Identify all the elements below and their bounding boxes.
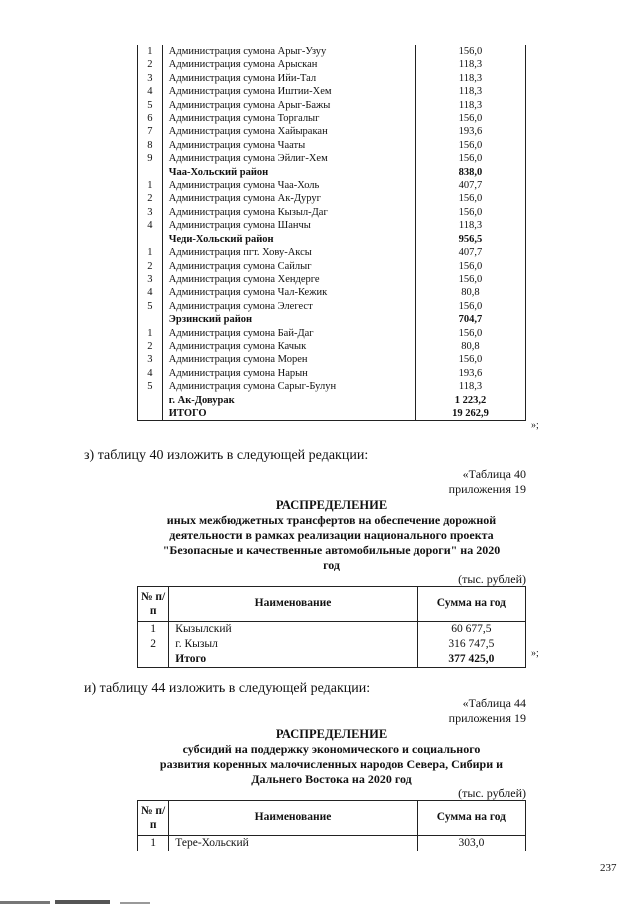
cell-sum: 316 747,5	[417, 637, 525, 652]
cell-sum: 156,0	[415, 260, 525, 273]
paragraph-z: з) таблицу 40 изложить в следующей редакции:	[84, 448, 369, 463]
cell-name: Администрация сумона Нарын	[162, 367, 415, 380]
table-44	[137, 800, 526, 851]
cell-name: Администрация сумона Сайлыг	[162, 260, 415, 273]
table-row	[138, 192, 526, 205]
cell-sum: 118,3	[415, 99, 525, 112]
cell-sum: 193,6	[415, 367, 525, 380]
cell-num: 1	[138, 622, 169, 638]
cell-sum: 407,7	[415, 179, 525, 192]
cell-sum: 156,0	[415, 327, 525, 340]
cell-name: Кызылский	[169, 622, 417, 638]
table-row	[138, 179, 526, 192]
unit-label: (тыс. рублей)	[458, 786, 526, 800]
cell-name: Итого	[169, 652, 417, 668]
cell-num: 1	[138, 836, 169, 852]
cell-sum: 156,0	[415, 112, 525, 125]
distribution-table-continued	[137, 45, 526, 421]
cell-sum: 19 262,9	[415, 407, 525, 421]
cell-sum: 156,0	[415, 45, 525, 58]
heading-subtitle-line: развития коренных малочисленных народов Севера, Сибири и	[159, 757, 504, 771]
cell-num	[138, 407, 163, 421]
cell-num: 5	[138, 380, 163, 393]
cell-num: 2	[138, 58, 163, 71]
table-row	[138, 152, 526, 165]
table-row	[138, 45, 526, 58]
table-row	[138, 72, 526, 85]
heading-subtitle-line: год	[323, 558, 340, 572]
table-row	[138, 260, 526, 273]
cell-num	[138, 313, 163, 326]
cell-sum: 704,7	[415, 313, 525, 326]
cell-num: 5	[138, 300, 163, 313]
table-row	[138, 85, 526, 98]
cell-name: Администрация сумона Бай-Даг	[162, 327, 415, 340]
header-name: Наименование	[169, 801, 417, 836]
cell-sum: 303,0	[417, 836, 525, 852]
cell-name: г. Кызыл	[169, 637, 417, 652]
cell-num: 2	[138, 192, 163, 205]
cell-name: Администрация сумона Арыг-Бажы	[162, 99, 415, 112]
cell-num: 3	[138, 206, 163, 219]
cell-sum: 118,3	[415, 219, 525, 232]
cell-num: 1	[138, 45, 163, 58]
header-num: № п/п	[138, 801, 169, 836]
table-40	[137, 586, 526, 668]
cell-num: 2	[138, 260, 163, 273]
appendix-19-label: приложения 19	[448, 711, 526, 725]
table-row	[138, 99, 526, 112]
cell-name: Администрация сумона Арыскан	[162, 58, 415, 71]
cell-name: Чаа-Хольский район	[162, 166, 415, 179]
heading-subtitle-line: иных межбюджетных трансфертов на обеспечение дорожной	[166, 513, 497, 527]
cell-name: Администрация сумона Эйлиг-Хем	[162, 152, 415, 165]
cell-name: Тере-Хольский	[169, 836, 417, 852]
cell-name: Эрзинский район	[162, 313, 415, 326]
cell-name: Администрация сумона Чаа-Холь	[162, 179, 415, 192]
header-sum: Сумма на год	[417, 587, 525, 622]
cell-num: 3	[138, 353, 163, 366]
heading-subtitle-line: деятельности в рамках реализации национального проекта	[169, 528, 494, 542]
cell-name: Администрация сумона Ак-Дуруг	[162, 192, 415, 205]
cell-num: 4	[138, 219, 163, 232]
heading-title: РАСПРЕДЕЛЕНИЕ	[275, 727, 388, 741]
cell-name: Чеди-Хольский район	[162, 233, 415, 246]
appendix-19-label: приложения 19	[448, 482, 526, 496]
cell-name: Администрация сумона Элегест	[162, 300, 415, 313]
table-row	[138, 327, 526, 340]
cell-sum: 118,3	[415, 72, 525, 85]
table-row	[138, 407, 526, 421]
table-row	[138, 367, 526, 380]
table-row	[138, 233, 526, 246]
table-row	[138, 836, 526, 852]
header-num: № п/п	[138, 587, 169, 622]
table-row	[138, 340, 526, 353]
table-row	[138, 652, 526, 668]
cell-num: 4	[138, 367, 163, 380]
cell-num: 4	[138, 286, 163, 299]
cell-num: 2	[138, 340, 163, 353]
cell-sum: 377 425,0	[417, 652, 525, 668]
cell-name: Администрация сумона Чааты	[162, 139, 415, 152]
unit-label: (тыс. рублей)	[458, 572, 526, 586]
header-name: Наименование	[169, 587, 417, 622]
table-row	[138, 622, 526, 638]
table-44-heading	[137, 727, 526, 787]
cell-name: Администрация сумона Хайыракан	[162, 125, 415, 138]
table-row	[138, 313, 526, 326]
cell-num: 8	[138, 139, 163, 152]
table-row	[138, 219, 526, 232]
cell-name: ИТОГО	[162, 407, 415, 421]
cell-name: Администрация сумона Качык	[162, 340, 415, 353]
table-row	[138, 286, 526, 299]
cell-num: 1	[138, 327, 163, 340]
cell-num: 3	[138, 72, 163, 85]
cell-sum: 118,3	[415, 58, 525, 71]
cell-num: 7	[138, 125, 163, 138]
closing-quote-mark: »;	[531, 648, 539, 659]
scan-artifact	[0, 899, 639, 905]
cell-name: г. Ак-Довурак	[162, 394, 415, 407]
cell-name: Администрация сумона Арыг-Узуу	[162, 45, 415, 58]
table-40-heading	[137, 498, 526, 573]
page-number: 237	[600, 862, 617, 874]
heading-subtitle-line: субсидий на поддержку экономического и социального	[182, 742, 481, 756]
table-row	[138, 246, 526, 259]
table-row	[138, 273, 526, 286]
cell-name: Администрация сумона Шанчы	[162, 219, 415, 232]
cell-name: Администрация сумона Чал-Кежик	[162, 286, 415, 299]
cell-num: 9	[138, 152, 163, 165]
cell-num	[138, 652, 169, 668]
cell-num: 4	[138, 85, 163, 98]
cell-num: 3	[138, 273, 163, 286]
paragraph-i: и) таблицу 44 изложить в следующей редакции:	[84, 681, 371, 696]
cell-sum: 118,3	[415, 380, 525, 393]
closing-quote-mark: »;	[531, 420, 539, 431]
cell-sum: 156,0	[415, 206, 525, 219]
cell-num	[138, 166, 163, 179]
table-44-reference	[449, 696, 526, 726]
table-row	[138, 125, 526, 138]
cell-sum: 1 223,2	[415, 394, 525, 407]
table-row	[138, 58, 526, 71]
table-row	[138, 353, 526, 366]
table-row	[138, 394, 526, 407]
table-row	[138, 139, 526, 152]
cell-name: Администрация сумона Сарыг-Булун	[162, 380, 415, 393]
table-row	[138, 112, 526, 125]
table-row	[138, 300, 526, 313]
cell-sum: 838,0	[415, 166, 525, 179]
cell-name: Администрация сумона Хендерге	[162, 273, 415, 286]
table-row	[138, 166, 526, 179]
cell-sum: 156,0	[415, 152, 525, 165]
cell-sum: 956,5	[415, 233, 525, 246]
cell-sum: 193,6	[415, 125, 525, 138]
cell-sum: 80,8	[415, 286, 525, 299]
cell-sum: 156,0	[415, 139, 525, 152]
heading-title: РАСПРЕДЕЛЕНИЕ	[275, 498, 388, 512]
cell-name: Администрация сумона Иштии-Хем	[162, 85, 415, 98]
table-row	[138, 380, 526, 393]
cell-name: Администрация сумона Кызыл-Даг	[162, 206, 415, 219]
cell-sum: 60 677,5	[417, 622, 525, 638]
cell-sum: 407,7	[415, 246, 525, 259]
cell-num: 5	[138, 99, 163, 112]
cell-num: 6	[138, 112, 163, 125]
cell-name: Администрация пгт. Хову-Аксы	[162, 246, 415, 259]
cell-num	[138, 394, 163, 407]
table-header-row	[138, 587, 526, 622]
cell-sum: 156,0	[415, 192, 525, 205]
cell-sum: 156,0	[415, 353, 525, 366]
cell-name: Администрация сумона Ийи-Тал	[162, 72, 415, 85]
table-40-reference	[449, 467, 526, 497]
heading-subtitle-line: Дальнего Востока на 2020 год	[251, 772, 412, 786]
cell-num: 2	[138, 637, 169, 652]
cell-num: 1	[138, 179, 163, 192]
cell-num	[138, 233, 163, 246]
cell-num: 1	[138, 246, 163, 259]
cell-sum: 156,0	[415, 273, 525, 286]
header-sum: Сумма на год	[417, 801, 525, 836]
table-row	[138, 637, 526, 652]
table-44-label: «Таблица 44	[462, 696, 526, 710]
cell-sum: 156,0	[415, 300, 525, 313]
cell-sum: 80,8	[415, 340, 525, 353]
cell-sum: 118,3	[415, 85, 525, 98]
table-row	[138, 206, 526, 219]
table-40-label: «Таблица 40	[462, 467, 526, 481]
table-header-row	[138, 801, 526, 836]
cell-name: Администрация сумона Торгалыг	[162, 112, 415, 125]
cell-name: Администрация сумона Морен	[162, 353, 415, 366]
heading-subtitle-line: "Безопасные и качественные автомобильные дороги" на 2020	[162, 543, 501, 557]
